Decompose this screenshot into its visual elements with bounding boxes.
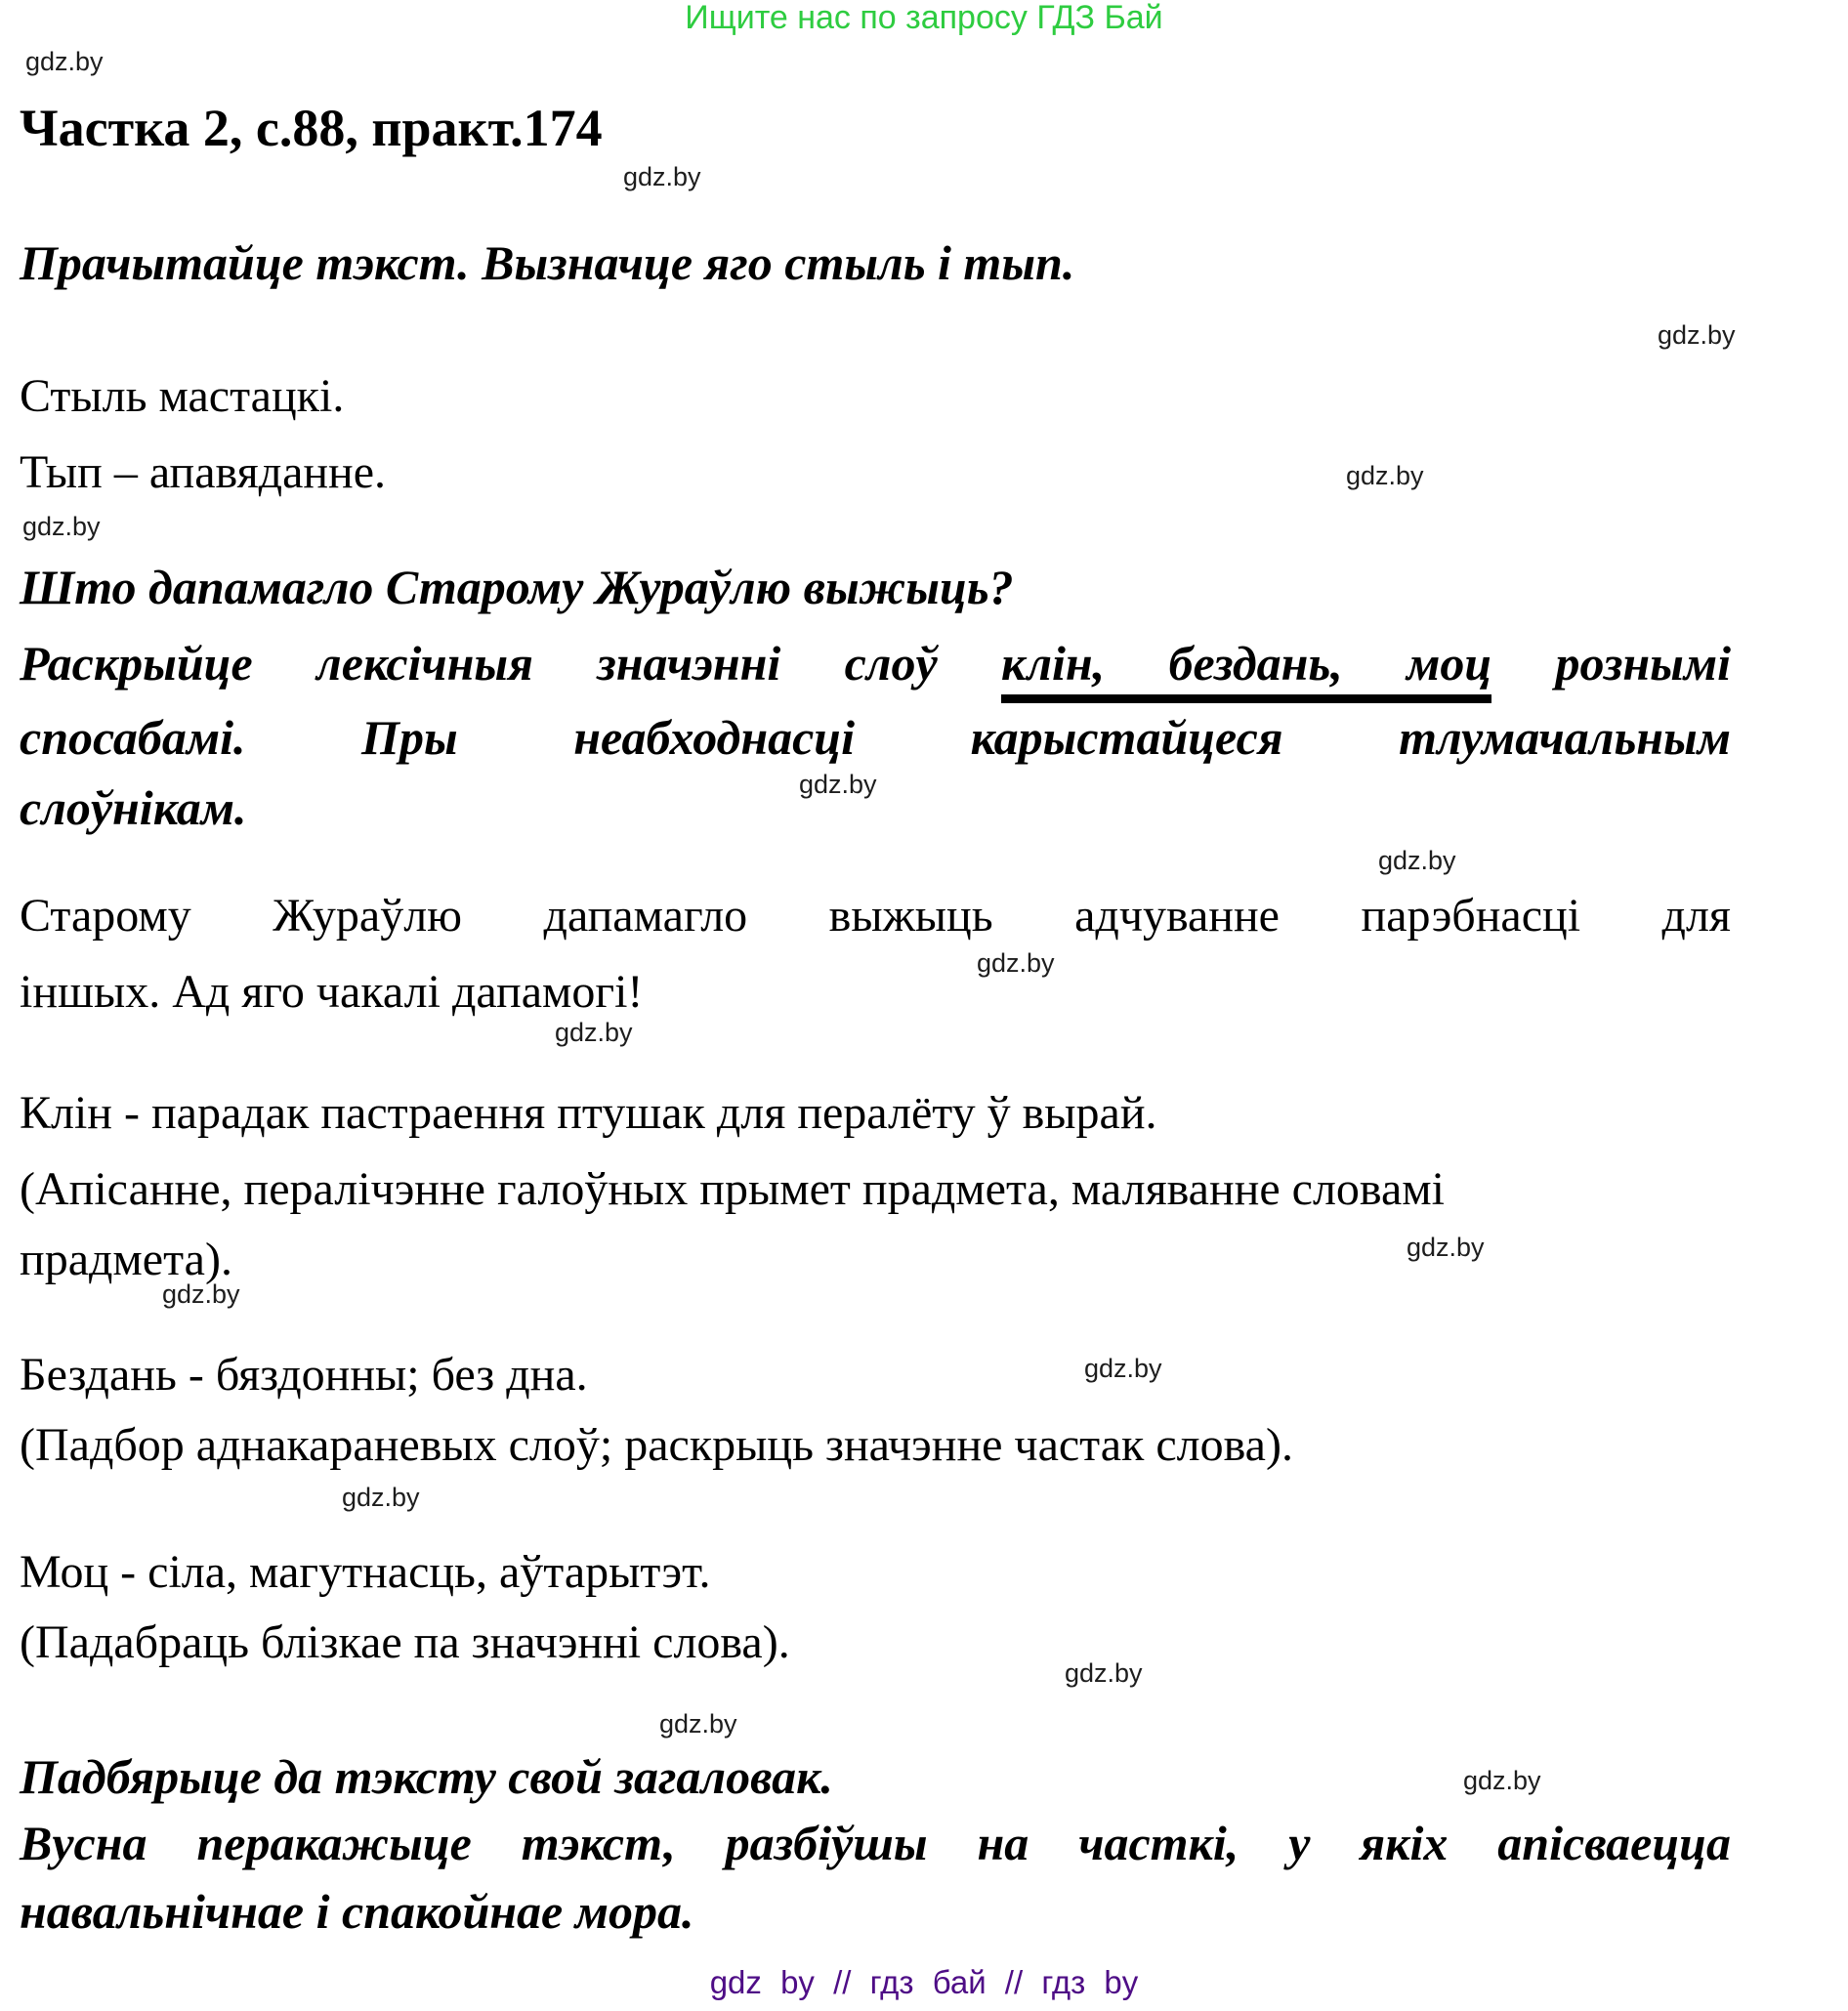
task1-answer-style: Стыль мастацкі. (20, 370, 345, 422)
gdz-watermark: gdz.by (1407, 1233, 1485, 1262)
task3-instruction: Падбярыце да тэксту свой загаловак. (20, 1749, 833, 1804)
task2-instruction-line-3: слоўнікам. (20, 780, 247, 835)
task1-answer-type: Тып – апавяданне. (20, 446, 387, 498)
task4-instruction-line-2: навальнічнае і спакойнае мора. (20, 1884, 694, 1939)
gdz-watermark: gdz.by (22, 512, 101, 541)
gdz-watermark: gdz.by (1346, 461, 1424, 490)
gdz-watermark: gdz.by (555, 1018, 633, 1047)
gdz-watermark: gdz.by (799, 770, 877, 799)
gdz-watermark: gdz.by (1658, 320, 1736, 350)
definition-bezdan: Бездань - бяздонны; без дна. (20, 1349, 588, 1401)
promo-banner: Ищите нас по запросу ГДЗ Бай (685, 0, 1163, 36)
definition-klin: Клін - парадак пастраення птушак для пералёту ў вырай. (20, 1087, 1157, 1139)
footer-branding: gdz by // гдз бай // гдз by (709, 1964, 1139, 2000)
gdz-watermark: gdz.by (659, 1709, 737, 1739)
task1-instruction: Прачытайце тэкст. Вызначце яго стыль і тып. (20, 235, 1075, 290)
definition-moc-note: (Падабраць блізкае па значэнні слова). (20, 1616, 790, 1668)
gdz-watermark: gdz.by (25, 47, 104, 76)
task2-instruction-line-2: спосабамі. Пры неабходнасці карыстайцеся тлумачальным (20, 710, 1731, 765)
gdz-watermark: gdz.by (977, 948, 1055, 978)
page-title: Частка 2, с.88, практ.174 (20, 99, 603, 157)
task2-answer-line-2: іншых. Ад яго чакалі дапамогі! (20, 966, 644, 1018)
instruction-text-post: рознымі (1555, 636, 1731, 691)
gdz-watermark: gdz.by (1463, 1766, 1541, 1795)
definition-klin-note-2: прадмета). (20, 1234, 232, 1285)
gdz-watermark: gdz.by (1065, 1658, 1143, 1688)
task4-instruction-line-1: Вусна перакажыце тэкст, разбіўшы на часткі, у якіх апісваецца (20, 1816, 1731, 1870)
definition-bezdan-note: (Падбор аднакараневых слоў; раскрыць значэнне частак слова). (20, 1419, 1293, 1471)
gdz-watermark: gdz.by (1084, 1354, 1162, 1383)
underlined-terms: клін, бездань, моц (1001, 636, 1491, 703)
definition-klin-note-1: (Апісанне, пералічэнне галоўных прымет прадмета, маляванне словамі (20, 1163, 1445, 1215)
task2-answer-line-1: Старому Жураўлю дапамагло выжыць адчуванне парэбнасці для (20, 890, 1731, 942)
gdz-watermark: gdz.by (623, 162, 701, 191)
task2-question: Што дапамагло Старому Жураўлю выжыць? (20, 560, 1014, 614)
definition-moc: Моц - сіла, магутнасць, аўтарытэт. (20, 1546, 711, 1598)
gdz-watermark: gdz.by (342, 1483, 420, 1512)
instruction-text-pre: Раскрыйце лексічныя значэнні слоў (20, 636, 938, 691)
gdz-watermark: gdz.by (1378, 846, 1456, 875)
gdz-watermark: gdz.by (162, 1279, 240, 1309)
task2-instruction-line-1 (20, 635, 1731, 692)
